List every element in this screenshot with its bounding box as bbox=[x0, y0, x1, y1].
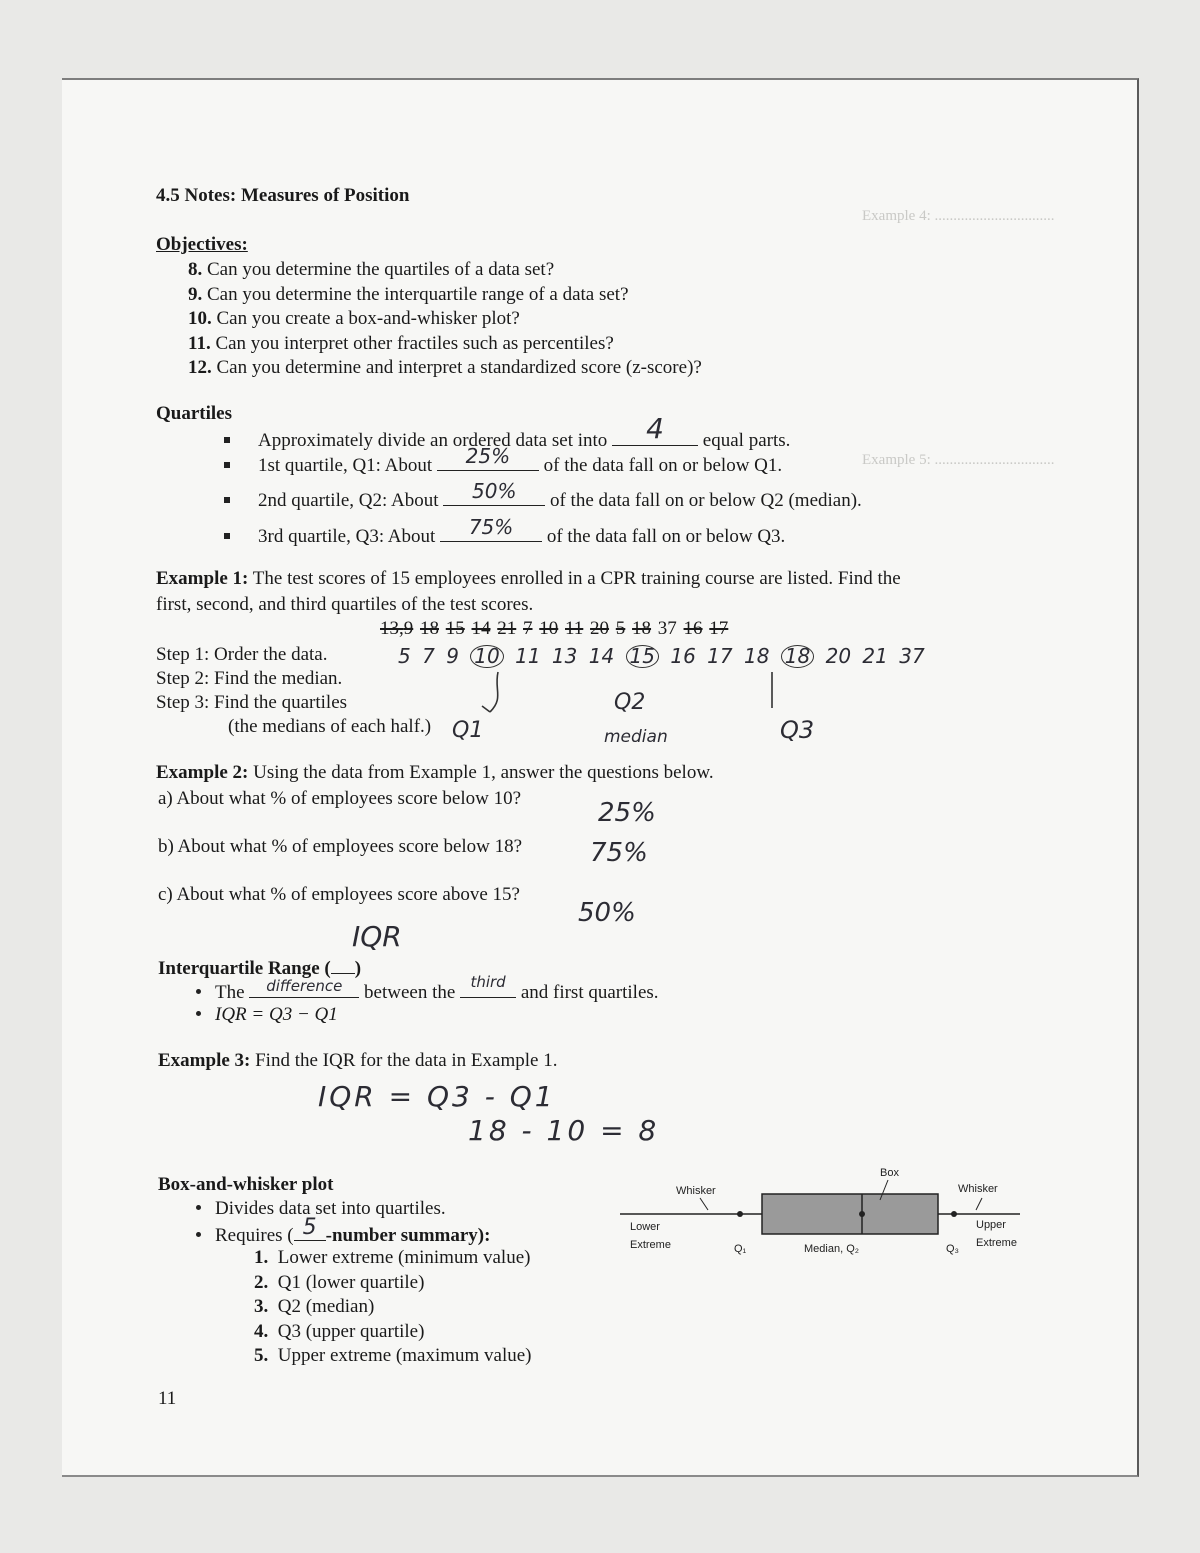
iqr-bullet-1: The difference between the third and first quartiles. bbox=[196, 979, 659, 1004]
answer-blank: 25% bbox=[437, 450, 539, 471]
example1-step-2: Step 2: Find the median. bbox=[156, 668, 343, 689]
example2-question-c: c) About what % of employees score above 15? bbox=[158, 884, 520, 905]
example3-work-line1: IQR = Q3 - Q1 bbox=[318, 1080, 556, 1113]
answer-blank: 5 bbox=[294, 1222, 326, 1241]
objectives-list bbox=[188, 258, 702, 381]
objective-item: 8. Can you determine the quartiles of a data set? bbox=[188, 259, 555, 280]
answer-blank: 50% bbox=[443, 485, 545, 506]
q1-note: Q1 bbox=[452, 718, 484, 743]
boxplot-bullet-1: Divides data set into quartiles. bbox=[196, 1198, 446, 1220]
iqr-note: IQR bbox=[352, 920, 402, 953]
summary-item: 4. Q3 (upper quartile) bbox=[254, 1320, 425, 1342]
q1-point bbox=[737, 1211, 743, 1217]
median-point bbox=[859, 1211, 865, 1217]
answer-blank: 75% bbox=[440, 521, 542, 542]
objective-item: 12. Can you determine and interpret a standardized score (z-score)? bbox=[188, 357, 702, 378]
example1-step-1: Step 1: Order the data. bbox=[156, 644, 328, 665]
bleed-through-text: Example 4: ................................ bbox=[862, 208, 1055, 224]
summary-item: 5. Upper extreme (maximum value) bbox=[254, 1345, 532, 1366]
quartiles-bullet-4: 3rd quartile, Q3: About 75% of the data fall on or below Q3. bbox=[224, 521, 785, 548]
boxplot-bullet-2: Requires ( 5 -number summary): bbox=[196, 1222, 490, 1247]
label-lower: Lower bbox=[630, 1221, 660, 1233]
boxplot-heading: Box-and-whisker plot bbox=[158, 1174, 334, 1195]
example1-prompt: Example 1: The test scores of 15 employees enrolled in a CPR training course are listed. Find the bbox=[156, 568, 901, 589]
summary-item: 1. Lower extreme (minimum value) bbox=[254, 1247, 531, 1268]
example1-data-list: 13,9 18 15 14 21 7 10 11 20 5 18 37 16 17 bbox=[380, 618, 729, 639]
bullet-dot bbox=[196, 1232, 201, 1237]
summary-item: 3. Q2 (median) bbox=[254, 1296, 375, 1317]
iqr-bullet-2: IQR = Q3 − Q1 bbox=[196, 1004, 338, 1026]
iqr-heading: Interquartile Range ( ) bbox=[158, 955, 361, 980]
example2-question-a: a) About what % of employees score below 10? bbox=[158, 788, 522, 809]
quartiles-bullet-1: Approximately divide an ordered data set into 4 equal parts. bbox=[224, 425, 790, 452]
label-box: Box bbox=[880, 1167, 899, 1179]
page-number: 11 bbox=[158, 1388, 177, 1409]
ordered-data-handwritten: 5 7 9 10 11 13 14 15 16 17 18 18 20 21 37 bbox=[398, 644, 925, 668]
page-title: 4.5 Notes: Measures of Position bbox=[156, 185, 410, 206]
q3-note: Q3 bbox=[780, 716, 815, 744]
label-whisker-left: Whisker bbox=[676, 1185, 716, 1197]
example2-answer-a: 25% bbox=[598, 798, 656, 828]
answer-blank: difference bbox=[249, 979, 359, 998]
pointer-line bbox=[700, 1198, 708, 1210]
bullet-dot bbox=[196, 1205, 201, 1210]
label-q3: Q₃ bbox=[946, 1243, 960, 1255]
median-note: median bbox=[604, 727, 668, 747]
example2-answer-c: 50% bbox=[578, 898, 636, 928]
label-extreme-right: Extreme bbox=[976, 1237, 1017, 1249]
objectives-heading: Objectives: bbox=[156, 234, 248, 255]
example1-step-3: Step 3: Find the quartiles bbox=[156, 692, 348, 713]
label-extreme-left: Extreme bbox=[630, 1239, 671, 1251]
example2-question-b: b) About what % of employees score below 18? bbox=[158, 836, 523, 857]
label-whisker-right: Whisker bbox=[958, 1183, 998, 1195]
answer-blank: third bbox=[460, 979, 516, 998]
bullet-square bbox=[224, 533, 230, 539]
box-rect bbox=[762, 1194, 938, 1234]
bullet-dot bbox=[196, 1011, 201, 1016]
quartiles-bullet-3: 2nd quartile, Q2: About 50% of the data fall on or below Q2 (median). bbox=[224, 485, 862, 512]
example3-work-line2: 18 - 10 = 8 bbox=[468, 1114, 660, 1147]
label-q1: Q₁ bbox=[734, 1243, 747, 1255]
bullet-square bbox=[224, 437, 230, 443]
bullet-square bbox=[224, 462, 230, 468]
summary-item: 2. Q1 (lower quartile) bbox=[254, 1271, 425, 1293]
example1-step-3b: (the medians of each half.) bbox=[228, 716, 432, 737]
q3-point bbox=[951, 1211, 957, 1217]
q2-note: Q2 bbox=[614, 690, 646, 715]
example2-answer-b: 75% bbox=[590, 838, 648, 868]
example1-prompt-line2: first, second, and third quartiles of the test scores. bbox=[156, 594, 534, 615]
answer-blank bbox=[331, 955, 355, 974]
box-whisker-diagram bbox=[620, 1160, 1040, 1260]
objective-item: 9. Can you determine the interquartile range of a data set? bbox=[188, 283, 629, 305]
bullet-dot bbox=[196, 989, 201, 994]
answer-blank: 4 bbox=[612, 425, 698, 446]
objective-item: 10. Can you create a box-and-whisker plot? bbox=[188, 308, 520, 329]
example2-prompt: Example 2: Using the data from Example 1, answer the questions below. bbox=[156, 762, 714, 783]
pointer-line bbox=[976, 1198, 982, 1210]
quartiles-bullet-2: 1st quartile, Q1: About 25% of the data fall on or below Q1. bbox=[224, 450, 782, 477]
label-upper: Upper bbox=[976, 1219, 1006, 1231]
bleed-through-text: Example 5: ................................ bbox=[862, 452, 1055, 468]
five-number-summary-list bbox=[254, 1246, 532, 1369]
objective-item: 11. Can you interpret other fractiles such as percentiles? bbox=[188, 332, 614, 354]
label-median: Median, Q₂ bbox=[804, 1243, 860, 1255]
example3-prompt: Example 3: Find the IQR for the data in Example 1. bbox=[158, 1050, 558, 1071]
bullet-square bbox=[224, 497, 230, 503]
quartiles-heading: Quartiles bbox=[156, 403, 232, 424]
